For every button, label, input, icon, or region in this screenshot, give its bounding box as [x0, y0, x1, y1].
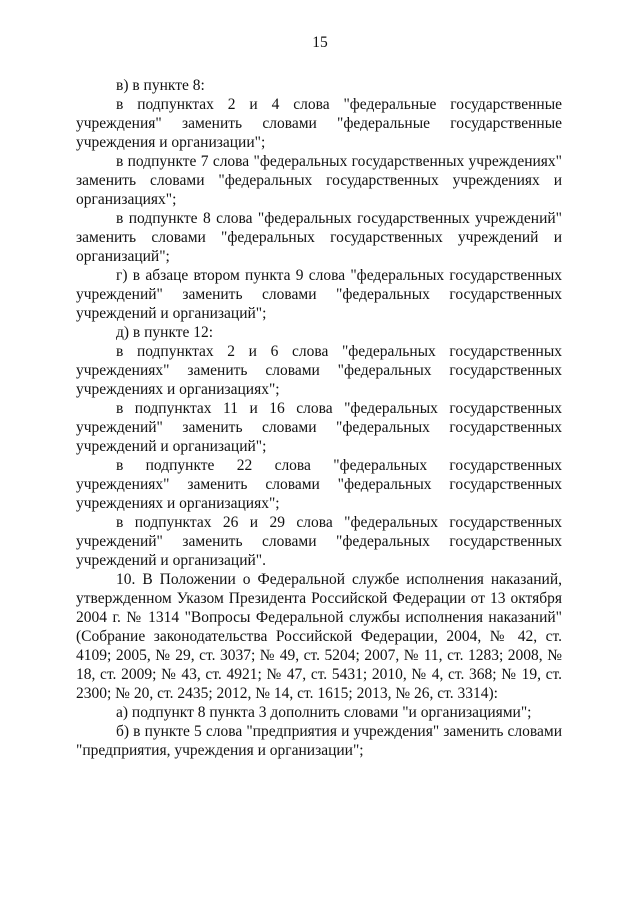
- paragraph-subitems-11-16: в подпунктах 11 и 16 слова "федеральных государственных учреждений" заменить словами "федеральных государственных учреждений и организаций";: [76, 400, 562, 455]
- paragraph-section-10: 10. В Положении о Федеральной службе исполнения наказаний, утвержденном Указом Президента Российской Федерации от 13 октября 2004 г. № 1314 "Вопросы Федеральной службы исполнения наказаний" (Собрание законодательства Российской Федерации, 2004, № 42, ст. 4109; 2005, № 29, ст. 3037; № 49, ст. 5204; 2007, № 11, ст. 1283; 2008, № 18, ст. 2009; № 43, ст. 4921; № 47, ст. 5431; 2010, № 4, ст. 368; № 19, ст. 2300; № 20, ст. 2435; 2012, № 14, ст. 1615; 2013, № 26, ст. 3314):: [76, 571, 562, 702]
- paragraph-item-v: в) в пункте 8:: [116, 77, 205, 94]
- paragraph-subitem-8: в подпункте 8 слова "федеральных государственных учреждений" заменить словами "федеральных государственных учреждений и организаций";: [76, 210, 562, 265]
- document-body: [76, 76, 562, 760]
- paragraph-subitem-22: в подпункте 22 слова "федеральных государственных учреждениях" заменить словами "федеральных государственных учреждениях и организациях";: [76, 457, 562, 512]
- paragraph-item-d: д) в пункте 12:: [116, 324, 214, 341]
- paragraph-subitems-2-4: в подпунктах 2 и 4 слова "федеральные государственные учреждения" заменить словами "федеральные государственные учреждения и организации";: [76, 96, 562, 151]
- paragraph-item-g: г) в абзаце втором пункта 9 слова "федеральных государственных учреждений" заменить словами "федеральных государственных учреждений и организаций";: [76, 267, 562, 322]
- page-number: 15: [312, 34, 328, 51]
- paragraph-item-a: а) подпункт 8 пункта 3 дополнить словами "и организациями";: [116, 704, 532, 721]
- paragraph-subitem-7: в подпункте 7 слова "федеральных государственных учреждениях" заменить словами "федеральных государственных учреждениях и организациях";: [76, 153, 562, 208]
- paragraph-subitems-2-6: в подпунктах 2 и 6 слова "федеральных государственных учреждениях" заменить словами "федеральных государственных учреждениях и организациях";: [76, 343, 562, 398]
- paragraph-item-b: б) в пункте 5 слова "предприятия и учреждения" заменить словами "предприятия, учреждения и организации";: [76, 723, 562, 759]
- paragraph-subitems-26-29: в подпунктах 26 и 29 слова "федеральных государственных учреждений" заменить словами "федеральных государственных учреждений и организаций".: [76, 514, 562, 569]
